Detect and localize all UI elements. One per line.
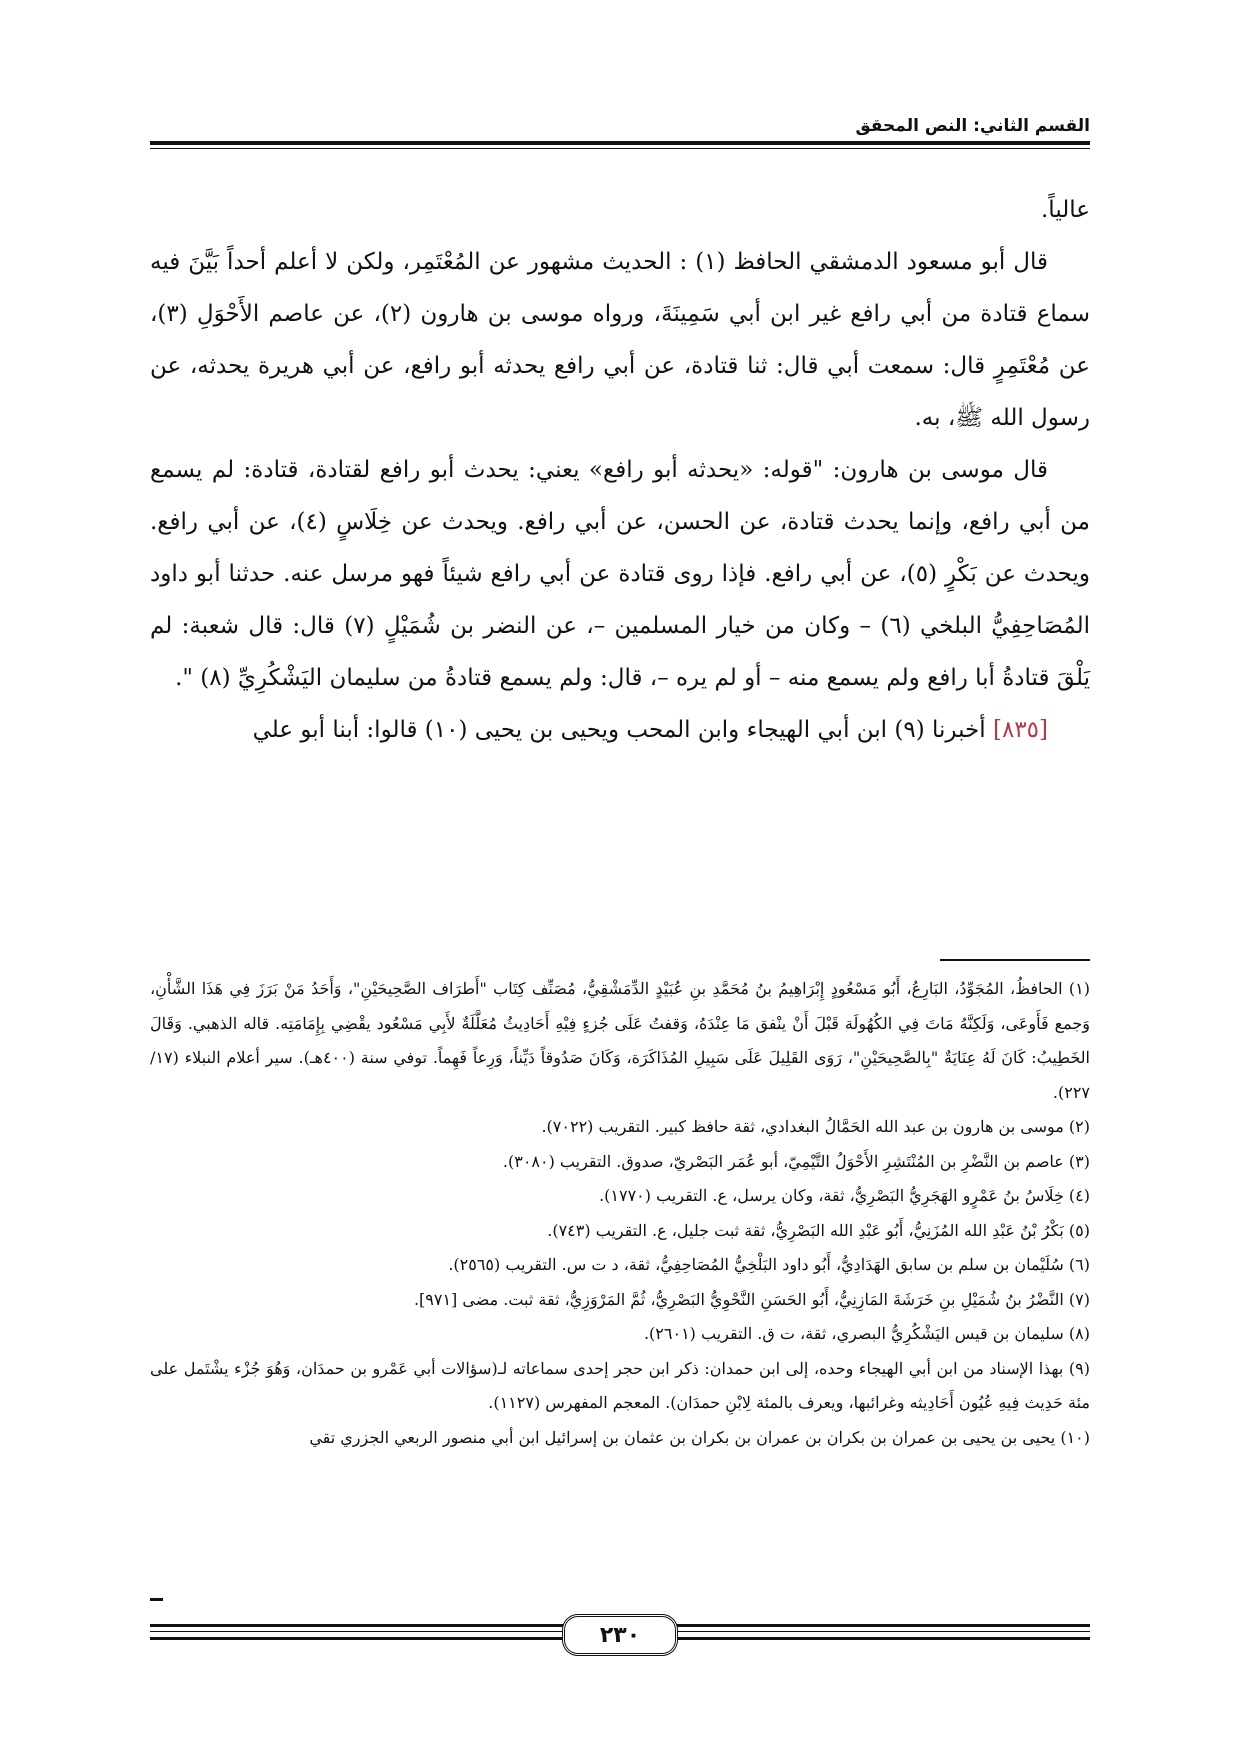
paragraph-3: قال موسى بن هارون: "قوله: «يحدثه أبو رافع» يعني: يحدث أبو رافع لقتادة، قتادة: لم يسمع من أبي رافع، وإنما يحدث قتادة، عن الحسن، عن أبي رافع. ويحدث عن خِلَاسٍ (٤)، عن أبي رافع. ويحدث عن بَكْرٍ (٥)، عن أبي رافع. فإذا روى قتادة عن أبي رافع شيئاً فهو مرسل عنه. حدثنا أبو داود المُصَاحِفِيُّ البلخي (٦) – وكان من خيار المسلمين –، عن النضر بن شُمَيْلٍ (٧) قال: قال شعبة: لم يَلْقَ قتادةُ أبا رافع ولم يسمع منه – أو لم يره –، قال: ولم يسمع قتادةُ من سليمان اليَشْكُرِيِّ (٨) ".: [150, 457, 1090, 691]
footnote-3: (٣) عاصم بن النَّضْرِ بن المُنْتَشِرِ الأَحْوَلُ التَّيْمِيّ، أبو عُمَر البَصْريّ، صدوق. التقريب (٣٠٨٠).: [502, 1151, 1090, 1171]
footnote-9: (٩) بهذا الإسناد من ابن أبي الهيجاء وحده، إلى ابن حمدان: ذكر ابن حجر إحدى سماعاته لـ(سؤالات أبي عَمْرو بن حمدَان، وَهُوَ جُزْء يشْتَمل على مئة حَدِيث فِيهِ عُيُون أَحَادِيثه وغرائبها، ويعرف بالمئة لِابْنِ حمدَان). المعجم المفهرس (١١٢٧).: [150, 1358, 1090, 1412]
main-text: [150, 184, 1090, 756]
footnotes: [150, 972, 1090, 1455]
page-number-frame: [562, 1614, 678, 1656]
running-header-title: القسم الثاني: النص المحقق: [855, 116, 1090, 136]
footnote-2: (٢) موسى بن هارون بن عبد الله الحَمَّالُ البغدادي، ثقة حافظ كبير. التقريب (٧٠٢٢).: [541, 1117, 1090, 1136]
footnote-10: (١٠) يحيى بن يحيى بن عمران بن بكران بن عمران بن بكران بن عثمان بن إسرائيل ابن أبي منصور الربعي الجزري تقي: [309, 1427, 1090, 1447]
paragraph-2: قال أبو مسعود الدمشقي الحافظ (١) : الحديث مشهور عن المُعْتَمِر، ولكن لا أعلم أحداً بَيَّنَ فيه سماع قتادة من أبي رافع غير ابن أبي سَمِينَةَ، ورواه موسى بن هارون (٢)، عن عاصم الأَحْوَلِ (٣)، عن مُعْتَمِرٍ قال: سمعت أبي قال: ثنا قتادة، عن أبي رافع يحدثه أبو رافع، عن أبي هريرة يحدثه، عن رسول الله ﷺ، به.: [150, 249, 1090, 431]
paragraph-1: عالياً.: [1041, 197, 1090, 223]
footnote-1: (١) الحافظُ، المُجَوِّدُ، البَارِعُ، أَبُو مَسْعُودٍ إِبْرَاهِيمُ بنُ مُحَمَّدِ بنِ عُبَيْدٍ الدِّمَشْقِيُّ، مُصَنِّف كِتَاب "أَطرَاف الصَّحِيحَيْنِ"، وَأَحَدُ مَنْ بَرَزَ فِي هَذَا الشَّأْنِ، وَجمع فَأَوعَى، وَلَكِنَّهُ مَاتَ فِي الكُهُولَة قَبْلَ أَنْ ينْفق مَا عِنْدَهُ، وَقفتُ عَلَى جُزءٍ فِيْهِ أَحَادِيثُ مُعَلَّلَةٌ لأَبِي مَسْعُود يقْضِي بِإِمَامَتِه. قاله الذهبي. وَقَالَ الخَطِيبُ: كَانَ لَهُ عِنَايَةٌ "بِالصَّحِيحَيْنِ"، رَوَى القَلِيلَ عَلَى سَبِيلِ المُذَاكَرَة، وَكَانَ صَدُوقاً دَيِّناً، وَرِعاً فَهِماً. توفي سنة (٤٠٠هـ). سير أعلام النبلاء (١٧/ ٢٢٧).: [150, 979, 1091, 1102]
footnote-7: (٧) النَّضْرُ بنُ شُمَيْلِ بنِ خَرَشَةَ المَازِنِيُّ، أَبُو الحَسَنِ النَّحْوِيُّ البَصْرِيُّ، ثُمَّ المَرْوَزِيُّ، ثقة ثبت. مضى [٩٧١].: [413, 1289, 1090, 1309]
paragraph-4: [150, 704, 1090, 756]
hadith-number: [٨٣٥]: [992, 717, 1048, 743]
continuation-dash: [150, 1598, 163, 1601]
footnote-separator: [940, 959, 1090, 961]
footnote-8: (٨) سليمان بن قيس اليَشْكُرِيُّ البصري، ثقة، ت ق. التقريب (٢٦٠١).: [643, 1324, 1090, 1343]
header-rule-thin: [150, 148, 1090, 149]
header-rule-thick: [150, 141, 1090, 145]
paragraph-4-text: أخبرنا (٩) ابن أبي الهيجاء وابن المحب ويحيى بن يحيى (١٠) قالوا: أبنا أبو علي: [252, 717, 993, 743]
footnote-6: (٦) سُلَيْمان بن سلم بن سابق الهَدَادِيُّ، أَبُو داود البَلْخِيُّ المُصَاحِفِيُّ، ثقة، د ت س. التقريب (٢٥٦٥).: [448, 1255, 1090, 1274]
page-number: ٢٣٠: [599, 1622, 641, 1648]
footnote-5: (٥) بَكْرُ بْنُ عَبْدِ الله المُزَنِيُّ، أَبُو عَبْدِ الله البَصْرِيُّ، ثقة ثبت جليل، ع. التقريب (٧٤٣).: [547, 1220, 1090, 1240]
footnote-4: (٤) خِلَاسُ بنُ عَمْرٍو الهَجَرِيُّ البَصْرِيُّ، ثقة، وكان يرسل، ع. التقريب (١٧٧٠).: [599, 1186, 1090, 1205]
